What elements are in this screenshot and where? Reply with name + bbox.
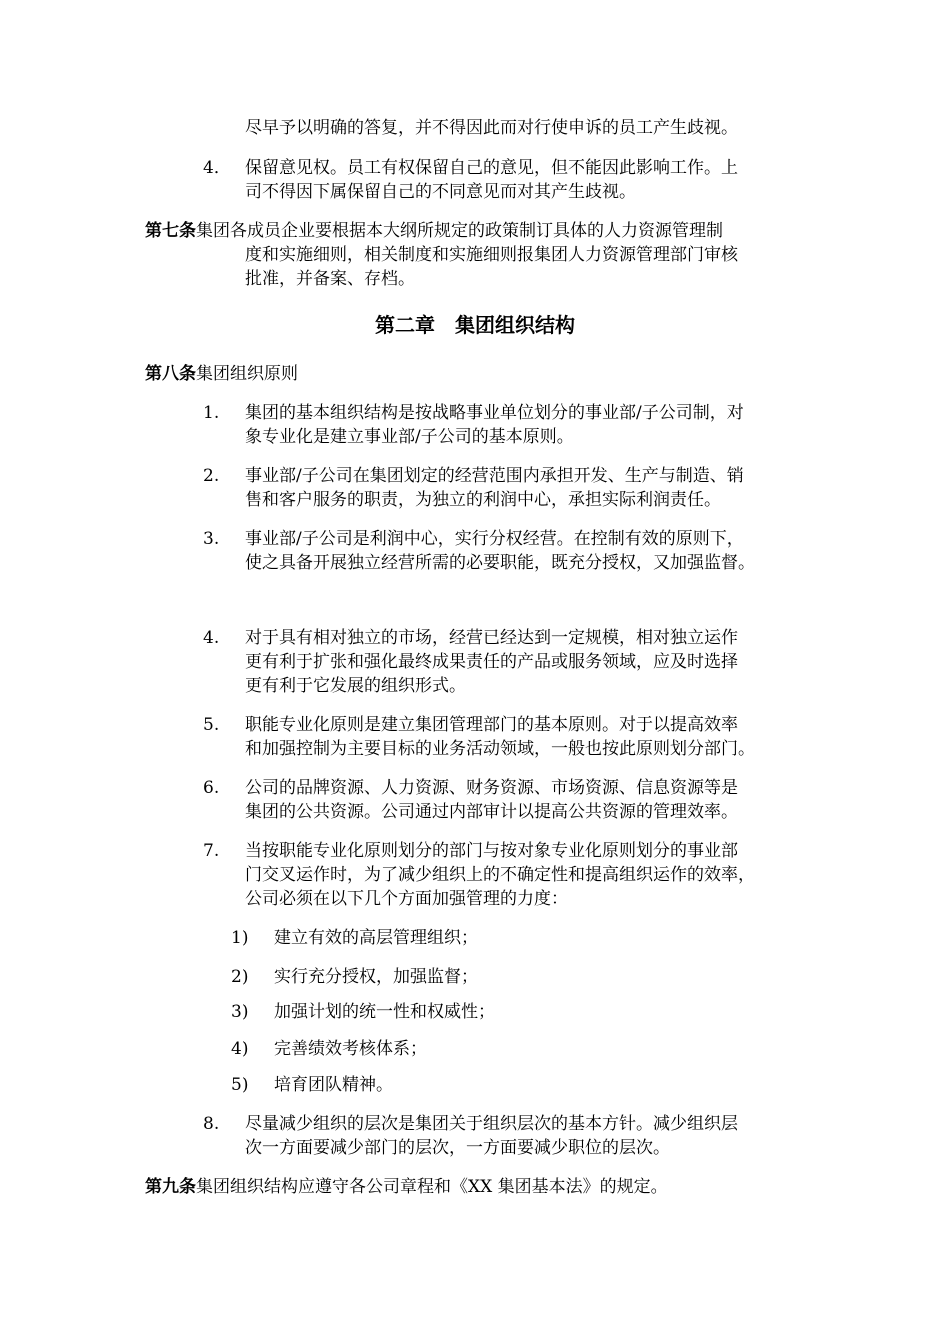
list-item-line: 使之具备开展独立经营所需的必要职能，既充分授权，又加强监督。 — [245, 553, 755, 573]
article-label: 第九条 — [145, 1177, 196, 1197]
list-item-line: 当按职能专业化原则划分的部门与按对象专业化原则划分的事业部 — [245, 841, 738, 861]
article-9 — [145, 1175, 668, 1199]
list-number: 4． — [203, 158, 231, 178]
article-label: 第七条 — [145, 221, 196, 241]
sub-list-number: 3) — [231, 1002, 249, 1022]
list-number: 3. — [203, 529, 220, 549]
list-number: 8. — [203, 1114, 220, 1134]
continued-line: 尽早予以明确的答复，并不得因此而对行使申诉的员工产生歧视。 — [245, 118, 738, 138]
list-item-line: 公司必须在以下几个方面加强管理的力度： — [245, 889, 568, 909]
list-item-line: 更有利于扩张和强化最终成果责任的产品或服务领域，应及时选择 — [245, 652, 738, 672]
list-number: 2. — [203, 466, 220, 486]
chapter-title: 第二章 集团组织结构 — [375, 313, 575, 337]
sub-list-item: 培育团队精神。 — [274, 1075, 393, 1095]
sub-list-number: 2) — [231, 967, 249, 987]
list-item-line: 事业部/子公司在集团划定的经营范围内承担开发、生产与制造、销 — [245, 466, 744, 486]
article-text: 集团组织原则 — [196, 364, 298, 384]
list-number: 7. — [203, 841, 220, 861]
list-number: 4. — [203, 628, 220, 648]
article-7 — [145, 219, 723, 243]
list-item-line: 次一方面要减少部门的层次，一方面要减少职位的层次。 — [245, 1138, 670, 1158]
sub-list-number: 4) — [231, 1039, 249, 1059]
sub-list-number: 5) — [231, 1075, 249, 1095]
list-item-line: 售和客户服务的职责，为独立的利润中心，承担实际利润责任。 — [245, 490, 721, 510]
article-text: 集团各成员企业要根据本大纲所规定的政策制订具体的人力资源管理制 — [196, 221, 723, 241]
sub-list-item: 完善绩效考核体系； — [274, 1039, 427, 1059]
article-8 — [145, 362, 298, 386]
sub-list-number: 1) — [231, 928, 249, 948]
list-item-line: 事业部/子公司是利润中心，实行分权经营。在控制有效的原则下， — [245, 529, 744, 549]
list-item-line: 职能专业化原则是建立集团管理部门的基本原则。对于以提高效率 — [245, 715, 738, 735]
list-item-line: 集团的公共资源。公司通过内部审计以提高公共资源的管理效率。 — [245, 802, 738, 822]
list-number: 5. — [203, 715, 220, 735]
sub-list-item: 建立有效的高层管理组织； — [274, 928, 478, 948]
list-item-line: 尽量减少组织的层次是集团关于组织层次的基本方针。减少组织层 — [245, 1114, 738, 1134]
list-item-line: 更有利于它发展的组织形式。 — [245, 676, 466, 696]
list-item-line: 公司的品牌资源、人力资源、财务资源、市场资源、信息资源等是 — [245, 778, 738, 798]
sub-list-item: 加强计划的统一性和权威性； — [274, 1002, 495, 1022]
list-item-line: 对于具有相对独立的市场，经营已经达到一定规模，相对独立运作 — [245, 628, 738, 648]
list-item-line: 和加强控制为主要目标的业务活动领域，一般也按此原则划分部门。 — [245, 739, 755, 759]
article-text: 集团组织结构应遵守各公司章程和《XX 集团基本法》的规定。 — [196, 1177, 668, 1197]
list-item-line: 集团的基本组织结构是按战略事业单位划分的事业部/子公司制，对 — [245, 403, 744, 423]
list-item-line: 象专业化是建立事业部/子公司的基本原则。 — [245, 427, 574, 447]
list-number: 1. — [203, 403, 220, 423]
list-item-line: 保留意见权。员工有权保留自己的意见，但不能因此影响工作。上 — [245, 158, 738, 178]
sub-list-item: 实行充分授权，加强监督； — [274, 967, 478, 987]
list-number: 6. — [203, 778, 220, 798]
list-item-line: 司不得因下属保留自己的不同意见而对其产生歧视。 — [245, 182, 636, 202]
article-line: 批准，并备案、存档。 — [245, 269, 415, 289]
list-item-line: 门交叉运作时，为了减少组织上的不确定性和提高组织运作的效率， — [245, 865, 755, 885]
article-label: 第八条 — [145, 364, 196, 384]
article-line: 度和实施细则，相关制度和实施细则报集团人力资源管理部门审核 — [245, 245, 738, 265]
